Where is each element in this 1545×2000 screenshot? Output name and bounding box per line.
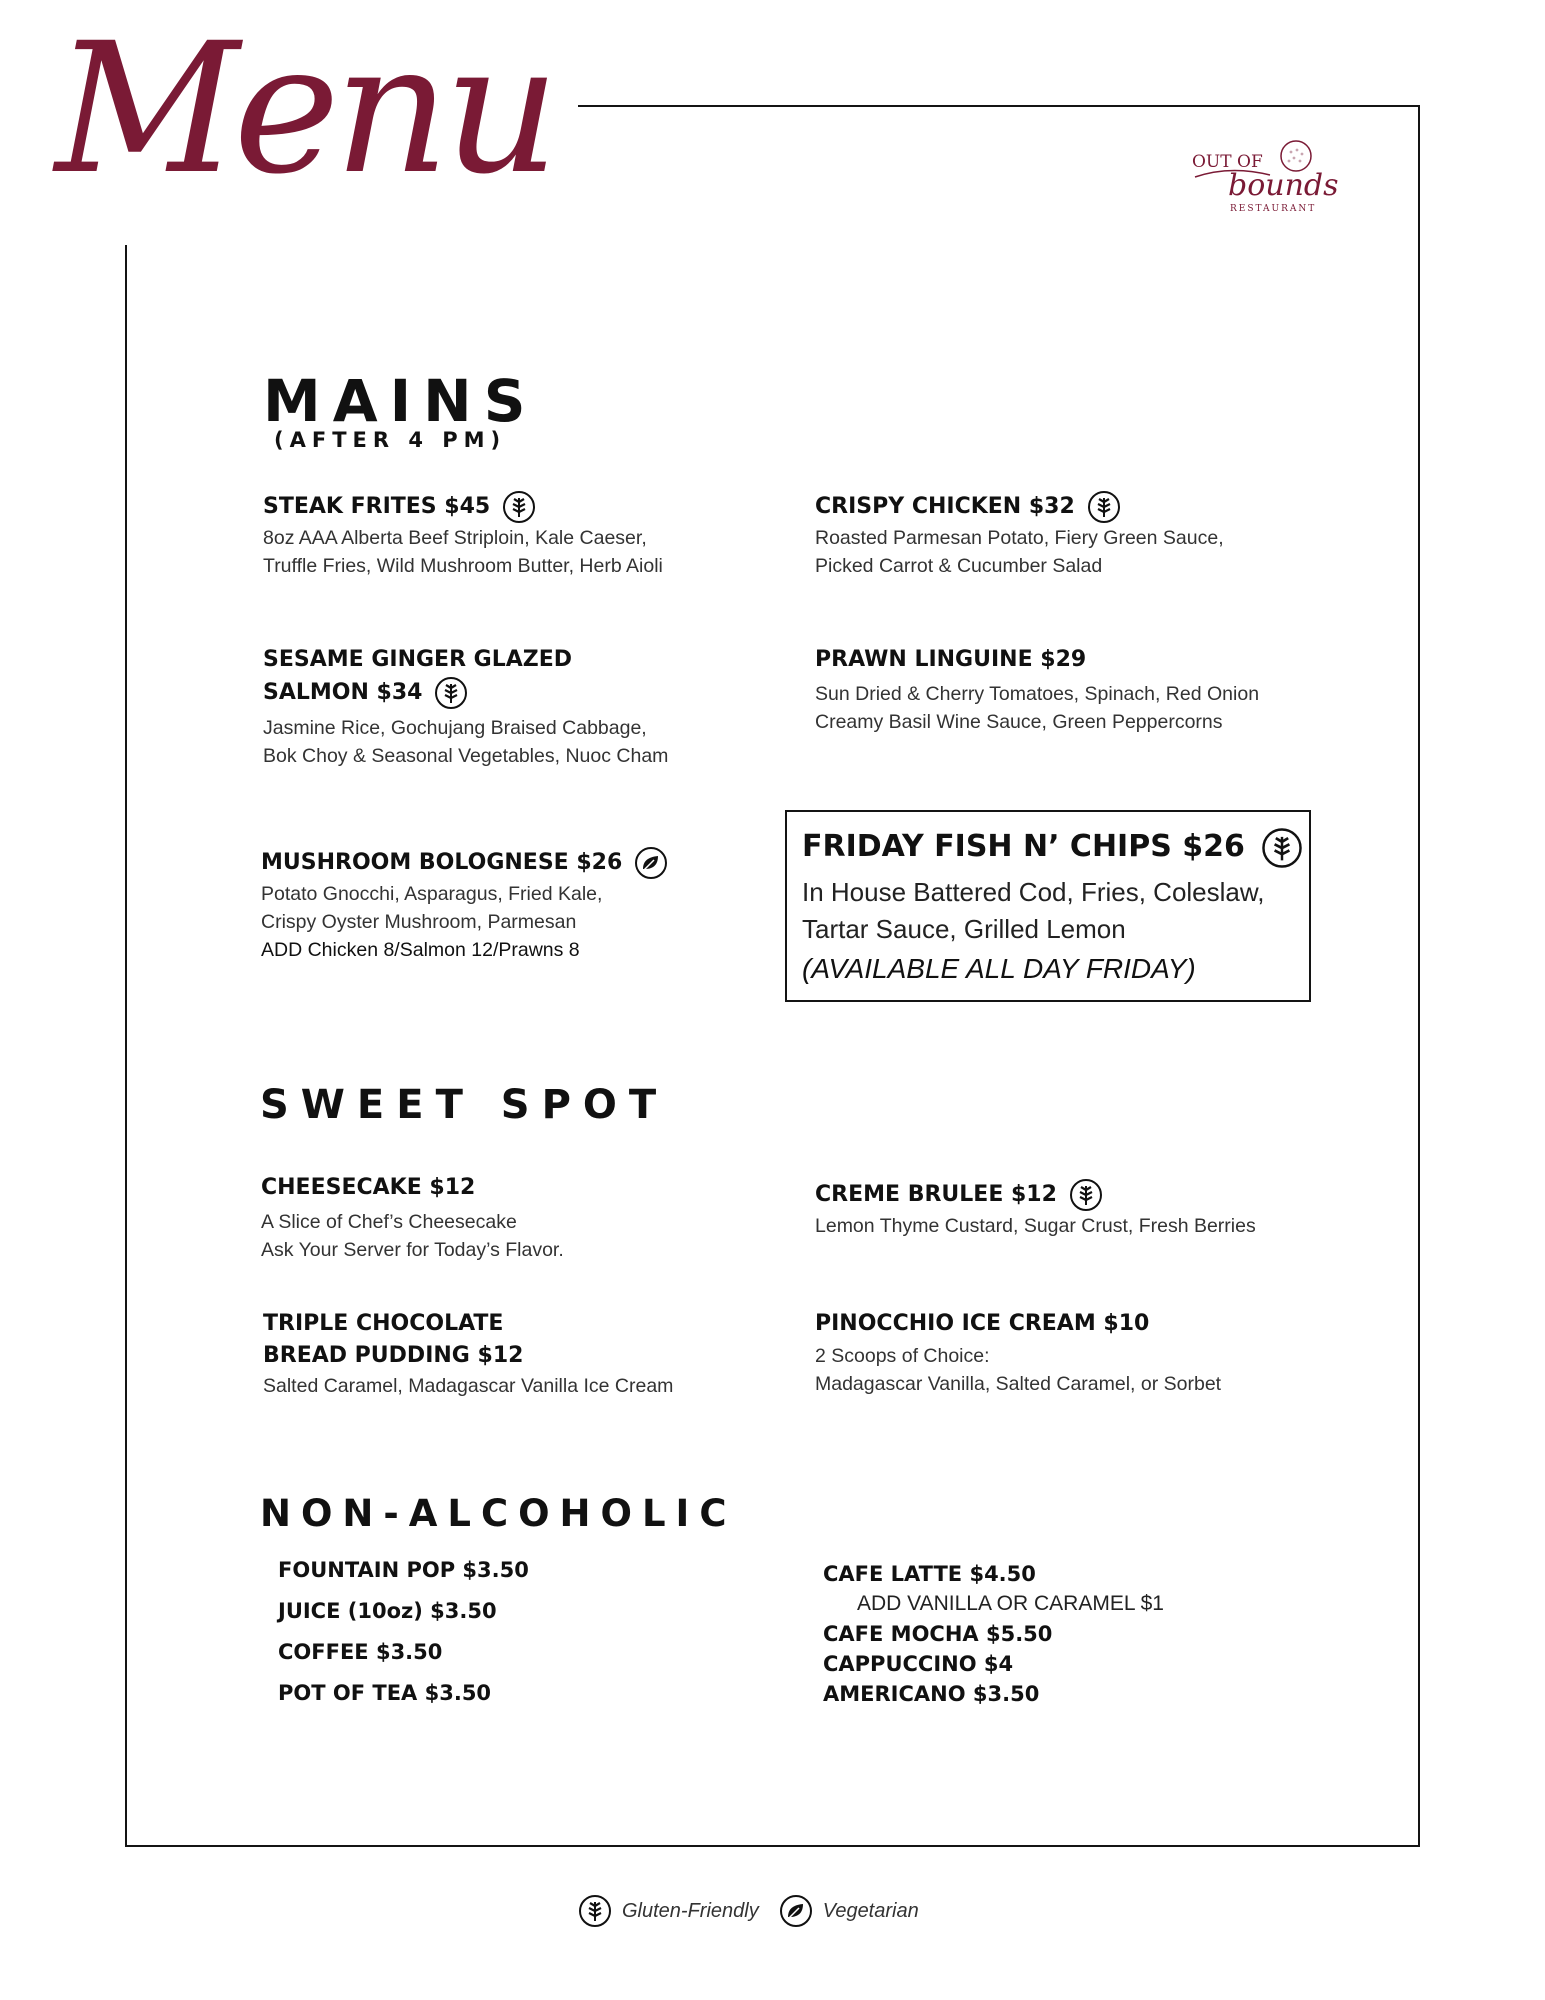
- item-name: MUSHROOM BOLOGNESE $26: [261, 850, 623, 875]
- item-desc-line2: Ask Your Server for Today’s Flavor.: [261, 1239, 564, 1261]
- item-name-line1: TRIPLE CHOCOLATE: [263, 1311, 504, 1336]
- item-name: STEAK FRITES $45: [263, 494, 491, 519]
- friday-special-name: [802, 826, 1303, 869]
- drink-item: CAPPUCCINO $4: [823, 1652, 1014, 1676]
- sweet-spot-heading: SWEET SPOT: [260, 1082, 669, 1128]
- item-name-line2: SALMON $34: [263, 680, 423, 705]
- gluten-friendly-icon: [578, 1894, 612, 1928]
- drink-item: FOUNTAIN POP $3.50: [278, 1558, 529, 1582]
- menu-item-creme-brulee: [815, 1178, 1256, 1240]
- drink-item: CAFE LATTE $4.50: [823, 1562, 1036, 1586]
- item-desc-line1: Potato Gnocchi, Asparagus, Fried Kale,: [261, 883, 603, 905]
- logo-line1: OUT OF: [1192, 152, 1263, 172]
- menu-item-steak: [263, 490, 663, 580]
- item-desc-line2: Picked Carrot & Cucumber Salad: [815, 555, 1103, 577]
- friday-availability-note: (AVAILABLE ALL DAY FRIDAY): [802, 953, 1196, 984]
- menu-item-chicken: [815, 490, 1224, 580]
- drinks-left-column: [278, 1555, 529, 1708]
- dietary-legend: [578, 1894, 919, 1928]
- item-desc-line1: In House Battered Cod, Fries, Coleslaw,: [802, 877, 1265, 907]
- item-desc-line1: Sun Dried & Cherry Tomatoes, Spinach, Red Onion: [815, 683, 1260, 705]
- menu-item-prawn: [815, 644, 1259, 736]
- vegetarian-icon: [634, 846, 668, 880]
- frame-top-border: [578, 105, 1420, 107]
- item-name: PRAWN LINGUINE $29: [815, 647, 1087, 672]
- item-desc-line1: A Slice of Chef’s Cheesecake: [261, 1211, 517, 1233]
- frame-left-border: [125, 245, 127, 1847]
- item-name: CRISPY CHICKEN $32: [815, 494, 1075, 519]
- drink-item: COFFEE $3.50: [278, 1640, 443, 1664]
- item-desc-line1: 2 Scoops of Choice:: [815, 1345, 990, 1367]
- item-desc-line2: Creamy Basil Wine Sauce, Green Peppercorns: [815, 711, 1223, 733]
- item-name-line1: SESAME GINGER GLAZED: [263, 647, 573, 672]
- drink-item: JUICE (10oz) $3.50: [278, 1599, 497, 1623]
- logo-line2: bounds: [1228, 168, 1339, 203]
- item-name: CHEESECAKE $12: [261, 1175, 476, 1200]
- restaurant-logo: [1190, 135, 1350, 215]
- drink-addon: ADD VANILLA OR CARAMEL $1: [857, 1592, 1164, 1615]
- item-desc-line1: Lemon Thyme Custard, Sugar Crust, Fresh Berries: [815, 1215, 1256, 1237]
- legend-vegetarian-label: Vegetarian: [822, 1899, 919, 1922]
- gluten-friendly-icon: [434, 676, 468, 710]
- item-desc-line2: Truffle Fries, Wild Mushroom Butter, Herb Aioli: [263, 555, 663, 577]
- item-desc-line2: Bok Choy & Seasonal Vegetables, Nuoc Cham: [263, 745, 669, 767]
- drink-item: AMERICANO $3.50: [823, 1682, 1040, 1706]
- gluten-friendly-icon: [1261, 827, 1303, 869]
- item-desc-line2: Madagascar Vanilla, Salted Caramel, or Sorbet: [815, 1373, 1222, 1395]
- menu-item-salmon: [263, 644, 668, 770]
- non-alcoholic-heading: NON-ALCOHOLIC: [260, 1492, 737, 1535]
- mains-heading: MAINS: [263, 367, 538, 435]
- logo-line3: RESTAURANT: [1230, 204, 1317, 214]
- legend-gluten-label: Gluten-Friendly: [622, 1899, 759, 1922]
- menu-item-cheesecake: [261, 1172, 564, 1264]
- item-name: CREME BRULEE $12: [815, 1182, 1057, 1207]
- frame-bottom-border: [125, 1845, 1420, 1847]
- drinks-right-column: [823, 1559, 1164, 1709]
- friday-special-desc: [802, 874, 1264, 948]
- item-name-line2: BREAD PUDDING $12: [263, 1343, 524, 1368]
- menu-title: Menu: [55, 5, 554, 214]
- item-desc-line2: Tartar Sauce, Grilled Lemon: [802, 914, 1126, 944]
- vegetarian-icon: [779, 1894, 813, 1928]
- gluten-friendly-icon: [502, 490, 536, 524]
- menu-item-bolognese: [261, 846, 668, 964]
- drink-item: CAFE MOCHA $5.50: [823, 1622, 1053, 1646]
- item-desc-line2: Crispy Oyster Mushroom, Parmesan: [261, 911, 577, 933]
- menu-item-ice-cream: [815, 1308, 1221, 1398]
- drink-item: POT OF TEA $3.50: [278, 1681, 492, 1705]
- item-name: FRIDAY FISH N’ CHIPS $26: [802, 829, 1245, 864]
- item-name: PINOCCHIO ICE CREAM $10: [815, 1311, 1150, 1336]
- add-protein-line: ADD Chicken 8/Salmon 12/Prawns 8: [261, 939, 580, 961]
- menu-item-bread-pudding: [263, 1308, 673, 1400]
- gluten-friendly-icon: [1087, 490, 1121, 524]
- frame-right-border: [1418, 105, 1420, 1847]
- item-desc-line1: 8oz AAA Alberta Beef Striploin, Kale Caeser,: [263, 527, 647, 549]
- item-desc-line1: Jasmine Rice, Gochujang Braised Cabbage,: [263, 717, 647, 739]
- mains-subheading: (AFTER 4 PM): [274, 428, 507, 452]
- gluten-friendly-icon: [1069, 1178, 1103, 1212]
- item-desc-line1: Salted Caramel, Madagascar Vanilla Ice Cream: [263, 1375, 674, 1397]
- item-desc-line1: Roasted Parmesan Potato, Fiery Green Sauce,: [815, 527, 1224, 549]
